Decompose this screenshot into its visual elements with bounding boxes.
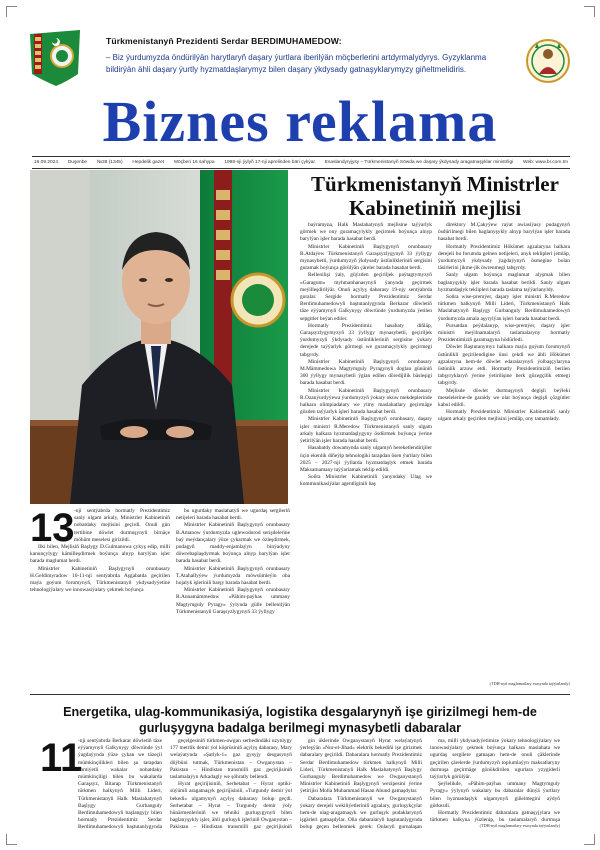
article1-c4-paragraph: Soňra wise-premýer, daşary işler ministri R.Meredow türkmen halkynyň Milli Lideri, Türkmenistanyň Halk Maslahatynyň Başlygy Gurbanguly Berdimuhamedowyň ýurdumyzda amala aşyrylýan işleri barada hasabat berdi. <box>438 294 570 322</box>
article2-c4-paragraph: Şeýlelikde, «Pähim-paýhas ummany Magtymguly Pyragy» ýylynyň wakalary bu dabaralar dünýä ýurtlary bilen hyzmatdaşlyk ulgamynyň giňelmegini aýdyň görkezdi. <box>430 781 560 809</box>
article2-c4-paragraph: ma, milli ykdysadyýetimize ýokary tehnologiýalary we innowasiýalary çekmek boýunça halkara maslahata we ugurdaş sergilere gatnaşan hem-de onuň çäklerinde geçirilen çärelerde ýurdumyzyň toplumlaýyn maksatlaryny durmuşa geçirmäge gönükdirilen ugurlara yzygiderli taýýarlyk görülýär. <box>430 738 560 781</box>
section-divider <box>30 694 570 695</box>
article1-c4-paragraph: Sanly ulgam boýunça maglumat alyşmak bilen baglanyşykly işler barada hasabat berildi. Sanly ulgam hyzmatdaşlyk teklipleri barada taslama taýýarlanyldy. <box>438 272 570 293</box>
article2-column-2 <box>170 738 292 830</box>
article1-c2-paragraph: Ministrler Kabinetiniň Başlygynyň orunbasary B.Amanow ýurdumyzda uglewodorod serişdelerine baý meýdançalary ýüze çykarmak we özleşdirmek, pudagyň maddy-enjamlaýyn binýadyny döwrebaplaşdyrmak boýunça alnyp barylýan işler barada hasabat berdi. <box>176 522 290 565</box>
article2-source-credit: (TDH-nyň maglumatlary esasynda taýýarlandy) <box>479 823 560 828</box>
issue-website: Web: www.br.com.tm <box>523 160 568 165</box>
article1-c2-paragraph: bu ugurdaky maslahatyň we ugurdaş sergileriň netijeleri barada hasabat berdi. <box>176 508 290 522</box>
crop-mark-top-right <box>584 6 595 17</box>
quote-text: – Biz ýurdumyzda öndürilýän harytlaryň daşary ýurtlara iberilýän möçberlerini artdyrmalydyrys. Gyzyklanma bildirýän ähli daşary ýurtly hyzmatdaşlarymyz bilen daşary ýkdysady gatnaşyklarymyzy giňeltmelidiris. <box>106 53 487 74</box>
issue-weekday: Duşenbe <box>67 160 88 165</box>
anniversary-emblem <box>525 30 571 92</box>
article2-c2-paragraph: Hyrat geçirijisiniň, Serhetabat – Hyrat optiki-süýümli aragatnaşyk geçirijisiniň, «Turgundy demir ýol bekedi» ulgamynyň açylyş dabarasy bolup geçdi. Serhetabat – Hyrat – Turgundy demir ýoly hünärmenleriniň we tehniki gurluşygynyň bilen baglanyşykly işler, ähli gurluşyk işleriniň Owganystan – Pakistan – Hindistan transmilli gaz geçirijisiniň <box>170 781 292 830</box>
article2-c3-paragraph: gin üklerinde Owganystanyň Hyrat welaýatynyň ýerleşýän «Nur-el-Jihad» elektrik bekediňi işe girizmek dabaralary geçirildi. Dabaralara hormatly Prezidentimiz Serdar Berdimuhamedow türkmen halkynyň Milli Lideri, Türkmenistanyň Halk Maslahatynyň Başlygy Gurbanguly Berdimuhamedow we Owganystanyň Ministrler Kabinetiniň Başlygynyň wezipesini ýerine ýetirijisi Molla Muhammad Hasan Ahund gatnaşdylar. <box>300 738 422 795</box>
article1-c4-paragraph: Mejlisde döwlet durmuşynyň degişli beýleki meselelerine-de garaldy we olar boýunça degişli çözgütler kabul edildi. <box>438 387 570 409</box>
article1-headline: Türkmenistanyň Ministrler Kabinetiniň mejlisi <box>311 172 559 220</box>
article1-c1-paragraph: Ministrler Kabinetiniň Başlygynyň orunbasary H.Geldimyradow 10-11-nji sentýabrda Aşgabatda geçirilen maýa goýum forumynyň, Türkmenistanyň ykdysadyýetine tehnologiýalary we innowasiýalary çekmek boýunça <box>30 565 170 594</box>
article1-column-2 <box>176 508 290 688</box>
article1-c3-paragraph: Soňra Ministrler Kabinetiniň ýanyndaky Ulag we kommunikasiýalar agentliginiň baş <box>300 474 432 488</box>
article2-column-4 <box>430 738 560 822</box>
article2-dropcap: 11 <box>40 736 83 780</box>
crop-mark-bottom-left <box>6 834 17 845</box>
article2-c2-paragraph: geçelgesiniň türkmen-owgan serhedindäki uzynlygy 177 metrlik demir ýol köprüsiniň açylyş dabarasy, Mary welaýatynda «Şatlyk-1» gaz gysyjy desgasynyň düýbüni tutmak, Türkmenistan – Owganystan – Pakistan – Hindistan transmilli gaz geçirijisiniň taslamalaýyn Arkadagly we şöhratly bellendi. <box>170 738 292 781</box>
article1-c3-paragraph: Hasabatdy dowamynda sanly ulgamyň hereketlendirijiler üçin ekenlik diňeýip tehnologiki tarapdan ösen ýurtlary bilen 2025 – 2027-nji ýyllarda hyzmatdaşlyk etmek barada Maksatnamany taýýarlamak teklip edildi. <box>300 445 432 473</box>
issue-since: 1998-nji ýylyň 17-nji aprelinden bäri çykýar <box>224 160 315 165</box>
newspaper-masthead: Biznes reklama <box>102 89 498 154</box>
article1-c1-paragraph: -nji sentýabrda hormatly Prezidentimiz sanly ulgam arkaly, Ministrler Kabinetiniň nobatdaky mejlisini geçirdi. Onuň gün tertibine döwlet durmuşynyň birnäçe möhüm meselesi girizildi. <box>74 508 170 543</box>
crop-mark-top-left <box>6 6 17 17</box>
issue-frequency: Hepdelik gazet <box>132 160 165 165</box>
article1-c4-paragraph: Döwlet Baştutanymyz halkara maýa goýum forumynyň üstünlikli geçirilendigine ünsi çekdi we ähli Hökümet agzalaryna hem-de döwlet edaralarynyň ýolbaşçylaryna üstünlik arzuw etdi. Hormatly Prezidentimiziň berilen tabşyryklaryň ýerine ýetirilişine berk gözegçilik etmegi tabşyrdy. <box>438 344 570 387</box>
article1-column-1 <box>30 508 170 688</box>
president-photo <box>30 170 288 504</box>
article1-column-4 <box>438 222 570 680</box>
issue-founder: Esaslandyryjysy – Türkmenistanyň Söwda we daşary ýkdysady aragatnaşyklar ministrligi <box>324 160 514 165</box>
article2-column-1 <box>40 738 162 830</box>
article1-dropcap: 13 <box>30 506 75 550</box>
issue-info-bar <box>32 156 570 169</box>
article1-source-credit: (TDH-nyň maglumatlary esasynda taýýarlandy) <box>489 681 570 686</box>
article1-c3-paragraph: baýramyna, Halk Maslahatynyň mejlisine taýýarlyk görmek we ony guramaçylykly geçirmek boýunça alnyp barylýan işler barada hasabat berdi. <box>300 222 432 243</box>
issue-number: №38 (1345) <box>96 160 123 165</box>
issue-date: 16.09.2024 <box>34 160 59 165</box>
article1-c2-paragraph: Ministrler Kabinetiniň Başlygynyň orunbasary T.Atahallyýew ýurdumyzda möwsümleýin oba hojalyk işleriniň barşy barada hasabat berdi. <box>176 565 290 587</box>
article2-column-3 <box>300 738 422 830</box>
article1-c3-paragraph: Hormatly Prezidentimiz hasabaty diňläp, Garaşsyzlygymyzyň 33 ýyllygy mynasybetli, geçiriljek ýurdumyzyň ýkdysady üstünlikleriniň sergisine ýokary derejede taýýarlyk görmegi we guramaçylykly geçirmegi tabşyrdy. <box>300 322 432 358</box>
article1-c3-paragraph: Ministrler Kabinetiniň Başlygynyň orunbasary R.Ozanýurdyýewa ýurdumyzyň ýokary okuw mekdeplerinde halkara olimpiadalary we ylmy maslahatlary geçirmäge gözden taýýarlyk işleri barada hasabat berdi. <box>300 387 432 416</box>
article1-c4-paragraph: Hormatly Prezidentimiz Hökümet agzalaryna halkara derejeli bu forumda gelnen netijeleri, anyk teklipleri jemläp, ýurdumyzyň ykdysady ýagdaýynyň ösmegine bolan täsirlerini jikme-jik öwrenmegi tabşyrdy. <box>438 243 570 272</box>
crop-mark-bottom-right <box>584 834 595 845</box>
issue-pages: Möçberi 16 sahypa <box>173 160 215 165</box>
article1-c3-paragraph: Bellenilişi ýaly, güýzden geçiriljek paýtagtymyzyň «Garagum» myhmanhanasynyň ýanynda geçirmek meýilleşdirilýär. Onuň açylyş dabarasy 19-njy sentýabrda guralar. Sergide hormatly Prezidentimiz Serdar Berdimuhamedowyň baştutanlygynda Berkarar döwletiň täze eýýamynyň Galkynyşy döwründe ýurdumyzda ýetilen sepgitler beýan ediler. <box>300 272 432 322</box>
article2-headline: Energetika, ulag-kommunikasiýa, logistika desgalarynyň işe girizilmegi hem-de gurluşygyna badalga berilmegi mynasybetli dabaralar <box>63 705 537 735</box>
quote-title: Türkmenistanyň Prezidenti Serdar BERDIMUHAMEDOW: <box>106 36 342 46</box>
state-emblem-flag <box>26 28 84 90</box>
article1-c2-paragraph: Ministrler Kabinetiniň Başlygynyň orunbasary R.Annamämmedow «Pähim-paýhas ummany Magtymguly Pyragy» ýylynda gülle bellenilýän Türkmenistanyň Garaşsyzlygynyň 33 ýyllygy <box>176 587 290 615</box>
article1-c1-paragraph: Ilki bilen, Mejlisiň Başlygy D.Gulmanowa çykyş edip, milli kanunçylygy kämilleşdirmek boýunça alnyp barylýan işler barada maglumat berdi. <box>30 544 170 565</box>
article1-column-3 <box>300 222 432 688</box>
article2-c3-paragraph: Dabaralara Türkmenistanyň we Owganystanyň ýokary derejeli wekiliýetleriniň agzalary, gurluşykçylar hem-de ulag-aragatnaşyk we gurluşyk pudaklarynyň işgärleri gatnaşdylar. Oňa dabaralaryň baştutanlygynda bolup geçen bellenmek gerek: Onlaryň gurnalaşan <box>300 795 422 830</box>
article1-c3-paragraph: Ministrler Kabinetiniň Başlygynyň orunbasary B.Atdaýew Türkmenistanyň Garaşsyzlygynyň 33 ýyllygy mynasybetli, ýurdumyzyň ýkdysady üstünlikleriniň sergisini guramak boýunça görülýän çäreler barada hasabat berdi. <box>300 243 432 272</box>
article1-c4-paragraph: Pursatdan peýdalanyp, wise-premýer, daşary işler ministri meýilnamalaryň taslamalaryny hormatly Prezidentimiziň garamagyna hödürledi. <box>438 322 570 344</box>
article1-c4-paragraph: Hormatly Prezidentimiz Ministrler Kabinetiniň sanly ulgam arkaly geçirilen mejlisini jemläp, ony tamamlady. <box>438 409 570 423</box>
article1-c3-paragraph: Ministrler Kabinetiniň Başlygynyň orunbasary, daşary işler ministri R.Meredow Türkmenistanyň sanly ulgam arkaly halkara hyzmatdaşlygyny ösdürmek boýunça ýerine ýetirilýän işler barada hasabat berdi. <box>300 416 432 445</box>
article2-c1-paragraph: -nji sentýabrda Berkarar döwletiň täze eýýamynyň Galkynyşy döwründe ýyl ýagdaýynda ýüze çykan we täzeçil mümkinçilikleri bilen şu tarapdan ähmiýetli wakalar nobatdaky mümkinçiligi bilen bu wakalarda Garaşsyz, Bitarap Türkmenistanyň türkmen halkynyň Milli Lideri, Türkmenistanyň Halk Maslahatynyň Başlygy Gurbanguly Berdimuhamedowyň başlangyjy bilen hormatly Prezidentimiz Serdar Berdimuhamedowyň baştutanlygynda <box>78 738 162 830</box>
article2-c4-paragraph: Hormatly Prezidentimiz dabaralara gatnaşyjylara we türkmen halkyna ýüzlenip, bu taslamalaryň durmuşa <box>430 810 560 822</box>
article1-c3-paragraph: Ministrler Kabinetiniň Başlygynyň orunbasary M.Mämmedowa Magtymguly Pyragynyň doglan gününiň 300 ýyllygy mynasybetli ýglan edilen döredijilik bäsleşigi barada hasabat berdi. <box>300 358 432 387</box>
article1-c4-paragraph: direktory M.Çakyýew raýat awiasiýasy pudagynyň ösdürilmegi bilen baglanyşykly alnyp barylýan işler barada hasabat berdi. <box>438 222 570 243</box>
